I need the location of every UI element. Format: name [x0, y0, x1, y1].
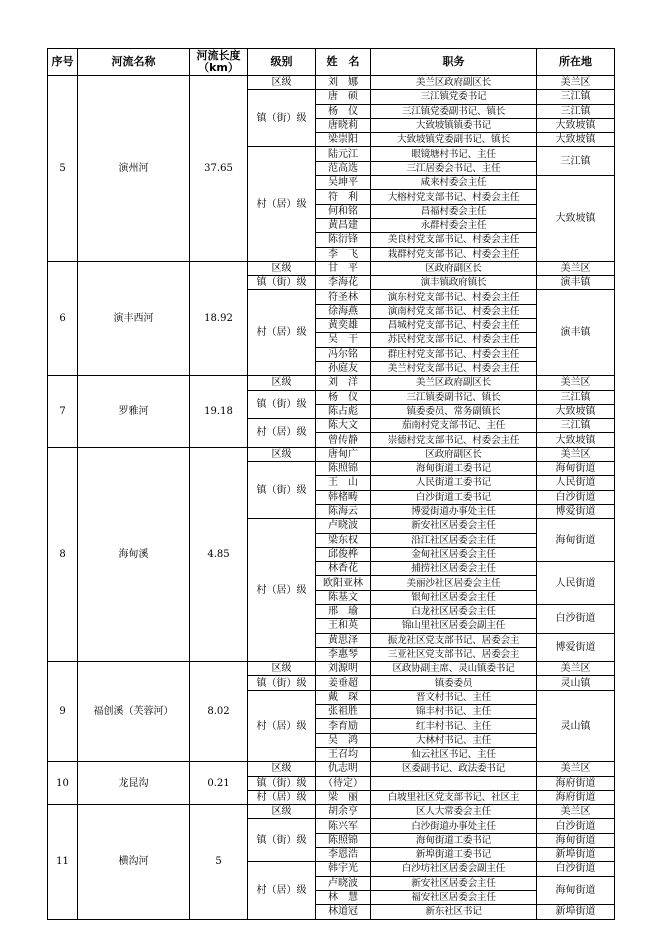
person-name: 王召均: [316, 747, 371, 761]
person-name: 王 山: [316, 476, 371, 490]
level-label: 区级: [248, 261, 316, 275]
person-name: 符圣林: [316, 290, 371, 304]
person-duty: 新东社区书记: [371, 905, 537, 919]
person-location: 美兰区: [537, 662, 615, 676]
level-label: 村（居）级: [248, 290, 316, 376]
person-location: 大致坡镇: [537, 433, 615, 447]
person-duty: 红丰村书记、主任: [371, 719, 537, 733]
river-no: 7: [48, 376, 78, 447]
level-label: 镇（街）级: [248, 676, 316, 690]
level-label: 村（居）级: [248, 519, 316, 662]
person-duty: 三江镇党委副书记、镇长: [371, 104, 537, 118]
river-length: 0.21: [190, 762, 248, 805]
table-row: [48, 261, 615, 275]
person-location: 新埠街道: [537, 848, 615, 862]
person-duty: 捕捞社区居委会主任: [371, 562, 537, 576]
person-name: 杨 仪: [316, 104, 371, 118]
person-name: （待定）: [316, 776, 371, 790]
person-location: 三江镇: [537, 147, 615, 176]
person-name: 李育励: [316, 719, 371, 733]
person-duty: 大致坡镇党委副书记、镇长: [371, 133, 537, 147]
person-duty: 区委副书记、政法委书记: [371, 762, 537, 776]
person-duty: 海甸街道工委书记: [371, 833, 537, 847]
person-duty: 区政协副主席、灵山镇委书记: [371, 662, 537, 676]
person-name: 李惠琴: [316, 647, 371, 661]
person-name: 姜垂超: [316, 676, 371, 690]
person-location: 演丰镇: [537, 276, 615, 290]
person-location: 白沙街道: [537, 604, 615, 633]
person-name: 李恩浩: [316, 848, 371, 862]
person-name: 吴 鸿: [316, 733, 371, 747]
person-name: 梁崇阳: [316, 133, 371, 147]
person-duty: 区政府副区长: [371, 447, 537, 461]
level-label: 区级: [248, 805, 316, 819]
person-duty: 锦山里社区居委会副主任: [371, 619, 537, 633]
person-location: 大致坡镇: [537, 133, 615, 147]
person-duty: 新埠街道工委书记: [371, 848, 537, 862]
person-duty: 振龙社区党支部书记、居委会主: [371, 633, 537, 647]
person-name: 陈照锦: [316, 462, 371, 476]
person-name: 何和铭: [316, 204, 371, 218]
river-length: 5: [190, 805, 248, 919]
river-name: 福创溪（芙蓉河）: [78, 662, 190, 762]
person-name: 陆元江: [316, 147, 371, 161]
person-duty: 镇委委员: [371, 676, 537, 690]
person-name: 韩宇光: [316, 862, 371, 876]
person-duty: 昌城村党支部书记、村委会主任: [371, 319, 537, 333]
person-name: 邱俊桦: [316, 547, 371, 561]
person-name: 孙庭友: [316, 361, 371, 375]
header-no: 序号: [48, 49, 78, 76]
header-location: 所在地: [537, 49, 615, 76]
level-label: 区级: [248, 662, 316, 676]
person-name: 黄思泽: [316, 633, 371, 647]
person-duty: 大林村书记、主任: [371, 733, 537, 747]
level-label: 镇（街）级: [248, 276, 316, 290]
person-duty: 白沙街道工委书记: [371, 490, 537, 504]
header-river-length: 河流长度（km）: [190, 49, 248, 76]
level-label: 村（居）级: [248, 862, 316, 919]
person-name: 王和英: [316, 619, 371, 633]
person-duty: 美兰区政府副区长: [371, 76, 537, 90]
person-location: 白沙街道: [537, 819, 615, 833]
person-duty: 眼镜塘村书记、主任: [371, 147, 537, 161]
person-duty: 海甸街道工委书记: [371, 462, 537, 476]
person-duty: 区政府副区长: [371, 261, 537, 275]
person-name: 邢 瑜: [316, 604, 371, 618]
header-duty: 职务: [371, 49, 537, 76]
person-duty: 沿江社区居委会主任: [371, 533, 537, 547]
person-location: 美兰区: [537, 76, 615, 90]
person-name: 唐 硕: [316, 90, 371, 104]
river-name: 横沟河: [78, 805, 190, 919]
person-name: 符 利: [316, 190, 371, 204]
river-length: 19.18: [190, 376, 248, 447]
person-duty: 永群村委会主任: [371, 218, 537, 232]
person-duty: 群庄村党支部书记、村委会主任: [371, 347, 537, 361]
person-name: 仇志明: [316, 762, 371, 776]
person-location: 演丰镇: [537, 290, 615, 376]
person-name: 戴 琛: [316, 690, 371, 704]
person-name: 李海花: [316, 276, 371, 290]
river-no: 8: [48, 447, 78, 661]
person-location: 大致坡镇: [537, 118, 615, 132]
level-label: 村（居）级: [248, 419, 316, 448]
person-duty: 银甸社区居委会主任: [371, 590, 537, 604]
person-location: 博爱街道: [537, 504, 615, 518]
person-duty: 区人大常委会主任: [371, 805, 537, 819]
person-location: 美兰区: [537, 261, 615, 275]
river-name: 罗雅河: [78, 376, 190, 447]
person-location: 白沙街道: [537, 862, 615, 876]
person-duty: 苏民村党支部书记、村委会主任: [371, 333, 537, 347]
river-length: 18.92: [190, 261, 248, 375]
person-name: 林道冠: [316, 905, 371, 919]
river-name: 演丰西河: [78, 261, 190, 375]
person-name: 唐晓莉: [316, 118, 371, 132]
level-label: 镇（街）级: [248, 390, 316, 419]
person-duty: 咸来村委会主任: [371, 176, 537, 190]
person-name: 梁 丽: [316, 790, 371, 804]
person-duty: 三江镇党委书记: [371, 90, 537, 104]
person-location: 三江镇: [537, 390, 615, 404]
person-location: 海府街道: [537, 776, 615, 790]
person-duty: 演丰镇政府镇长: [371, 276, 537, 290]
level-label: 镇（街）级: [248, 776, 316, 790]
person-name: 陈衍锋: [316, 233, 371, 247]
river-name: 龙昆沟: [78, 762, 190, 805]
person-location: 海甸街道: [537, 462, 615, 476]
river-no: 6: [48, 261, 78, 375]
table-row: [48, 762, 615, 776]
person-duty: 演南村党支部书记、村委会主任: [371, 304, 537, 318]
person-name: 徐海燕: [316, 304, 371, 318]
level-label: 镇（街）级: [248, 462, 316, 519]
level-label: 镇（街）级: [248, 819, 316, 862]
person-duty: 美丽沙社区居委会主任: [371, 576, 537, 590]
person-duty: 仙云社区书记、主任: [371, 747, 537, 761]
person-location: 大致坡镇: [537, 404, 615, 418]
person-location: 人民街道: [537, 476, 615, 490]
level-label: 村（居）级: [248, 690, 316, 761]
table-row: [48, 76, 615, 90]
river-name: 海甸溪: [78, 447, 190, 661]
person-name: 刘 娜: [316, 76, 371, 90]
person-duty: 大榕村党支部书记、村委会主任: [371, 190, 537, 204]
person-name: 陈海云: [316, 504, 371, 518]
level-label: 区级: [248, 762, 316, 776]
person-duty: 茄南村党支部书记、主任: [371, 419, 537, 433]
person-duty: 美兰村党支部书记、村委会主任: [371, 361, 537, 375]
person-duty: 新安社区居委会主任: [371, 519, 537, 533]
person-duty: 大致坡镇镇委书记: [371, 118, 537, 132]
person-location: 大致坡镇: [537, 176, 615, 262]
person-name: 陈兴军: [316, 819, 371, 833]
person-location: 海甸街道: [537, 876, 615, 905]
person-name: 黄昌建: [316, 218, 371, 232]
person-name: 欧阳亚林: [316, 576, 371, 590]
person-duty: 金甸社区居委会主任: [371, 547, 537, 561]
person-duty: 演东村党支部书记、村委会主任: [371, 290, 537, 304]
person-name: 刘源明: [316, 662, 371, 676]
person-location: 三江镇: [537, 419, 615, 433]
level-label: 镇（街）级: [248, 90, 316, 147]
person-duty: 福安社区居委会主任: [371, 890, 537, 904]
person-duty: 三江居委会书记、主任: [371, 161, 537, 175]
person-duty: 白沙坊社区居委会副主任: [371, 862, 537, 876]
table-row: [48, 376, 615, 390]
person-name: 张祖胜: [316, 705, 371, 719]
person-name: 陈占彪: [316, 404, 371, 418]
header-river-name: 河流名称: [78, 49, 190, 76]
person-duty: 三江镇委副书记、镇长: [371, 390, 537, 404]
person-duty: 崇德村党支部书记、村委会主任: [371, 433, 537, 447]
person-location: 海甸街道: [537, 833, 615, 847]
person-duty: 三亚社区党支部书记、居委会主: [371, 647, 537, 661]
person-duty: 锦丰村书记、主任: [371, 705, 537, 719]
person-name: 林 慧: [316, 890, 371, 904]
person-name: 杨 仪: [316, 390, 371, 404]
person-name: 李 飞: [316, 247, 371, 261]
river-length: 8.02: [190, 662, 248, 762]
level-label: 区级: [248, 76, 316, 90]
header-person-name: 姓 名: [316, 49, 371, 76]
person-name: 吴 干: [316, 333, 371, 347]
person-name: 甘 平: [316, 261, 371, 275]
person-name: 胡余亨: [316, 805, 371, 819]
person-location: 美兰区: [537, 447, 615, 461]
person-name: 陈基文: [316, 590, 371, 604]
river-name: 演州河: [78, 76, 190, 262]
person-name: 黄奕雄: [316, 319, 371, 333]
person-location: 博爱街道: [537, 633, 615, 662]
person-name: 梁东权: [316, 533, 371, 547]
person-name: 冯尔铭: [316, 347, 371, 361]
table-row: [48, 805, 615, 819]
river-chief-table: [47, 48, 615, 920]
river-no: 9: [48, 662, 78, 762]
table-body: [48, 76, 615, 920]
river-no: 11: [48, 805, 78, 919]
person-name: 林香花: [316, 562, 371, 576]
person-duty: 白坡里社区党支部书记、社区主: [371, 790, 537, 804]
person-duty: 镇委委员、常务副镇长: [371, 404, 537, 418]
person-name: 卢晓波: [316, 519, 371, 533]
person-duty: 人民街道工委书记: [371, 476, 537, 490]
person-duty: 栽群村党支部书记、村委会主任: [371, 247, 537, 261]
person-location: 美兰区: [537, 805, 615, 819]
river-no: 10: [48, 762, 78, 805]
level-label: 村（居）级: [248, 147, 316, 261]
level-label: 区级: [248, 376, 316, 390]
person-name: 唐甸广: [316, 447, 371, 461]
person-location: 人民街道: [537, 562, 615, 605]
person-location: 灵山镇: [537, 676, 615, 690]
table-row: [48, 447, 615, 461]
header-row: [48, 49, 615, 76]
person-name: 卢晓波: [316, 876, 371, 890]
person-location: 新埠街道: [537, 905, 615, 919]
person-name: 曾传静: [316, 433, 371, 447]
person-location: 灵山镇: [537, 690, 615, 761]
person-name: 吴坤平: [316, 176, 371, 190]
river-length: 37.65: [190, 76, 248, 262]
person-name: 刘 洋: [316, 376, 371, 390]
level-label: 村（居）级: [248, 790, 316, 804]
person-location: 海甸街道: [537, 519, 615, 562]
person-location: 三江镇: [537, 90, 615, 104]
person-name: 韩楮畴: [316, 490, 371, 504]
person-location: 美兰区: [537, 376, 615, 390]
person-name: 陈照锦: [316, 833, 371, 847]
person-name: 陈大文: [316, 419, 371, 433]
person-duty: 白沙街道办事处主任: [371, 819, 537, 833]
person-duty: 美兰区政府副区长: [371, 376, 537, 390]
river-length: 4.85: [190, 447, 248, 661]
river-no: 5: [48, 76, 78, 262]
person-duty: 新安社区居委会主任: [371, 876, 537, 890]
person-name: 范高选: [316, 161, 371, 175]
person-duty: 博爱街道办事处主任: [371, 504, 537, 518]
person-location: 海府街道: [537, 790, 615, 804]
person-duty: 白龙社区居委会主任: [371, 604, 537, 618]
person-duty: 美良村党支部书记、村委会主任: [371, 233, 537, 247]
person-location: 三江镇: [537, 104, 615, 118]
person-location: 美兰区: [537, 762, 615, 776]
header-level: 级别: [248, 49, 316, 76]
person-duty: [371, 776, 537, 790]
person-location: 白沙街道: [537, 490, 615, 504]
table-row: [48, 662, 615, 676]
level-label: 区级: [248, 447, 316, 461]
person-duty: 晋文村书记、主任: [371, 690, 537, 704]
person-duty: 昌福村委会主任: [371, 204, 537, 218]
